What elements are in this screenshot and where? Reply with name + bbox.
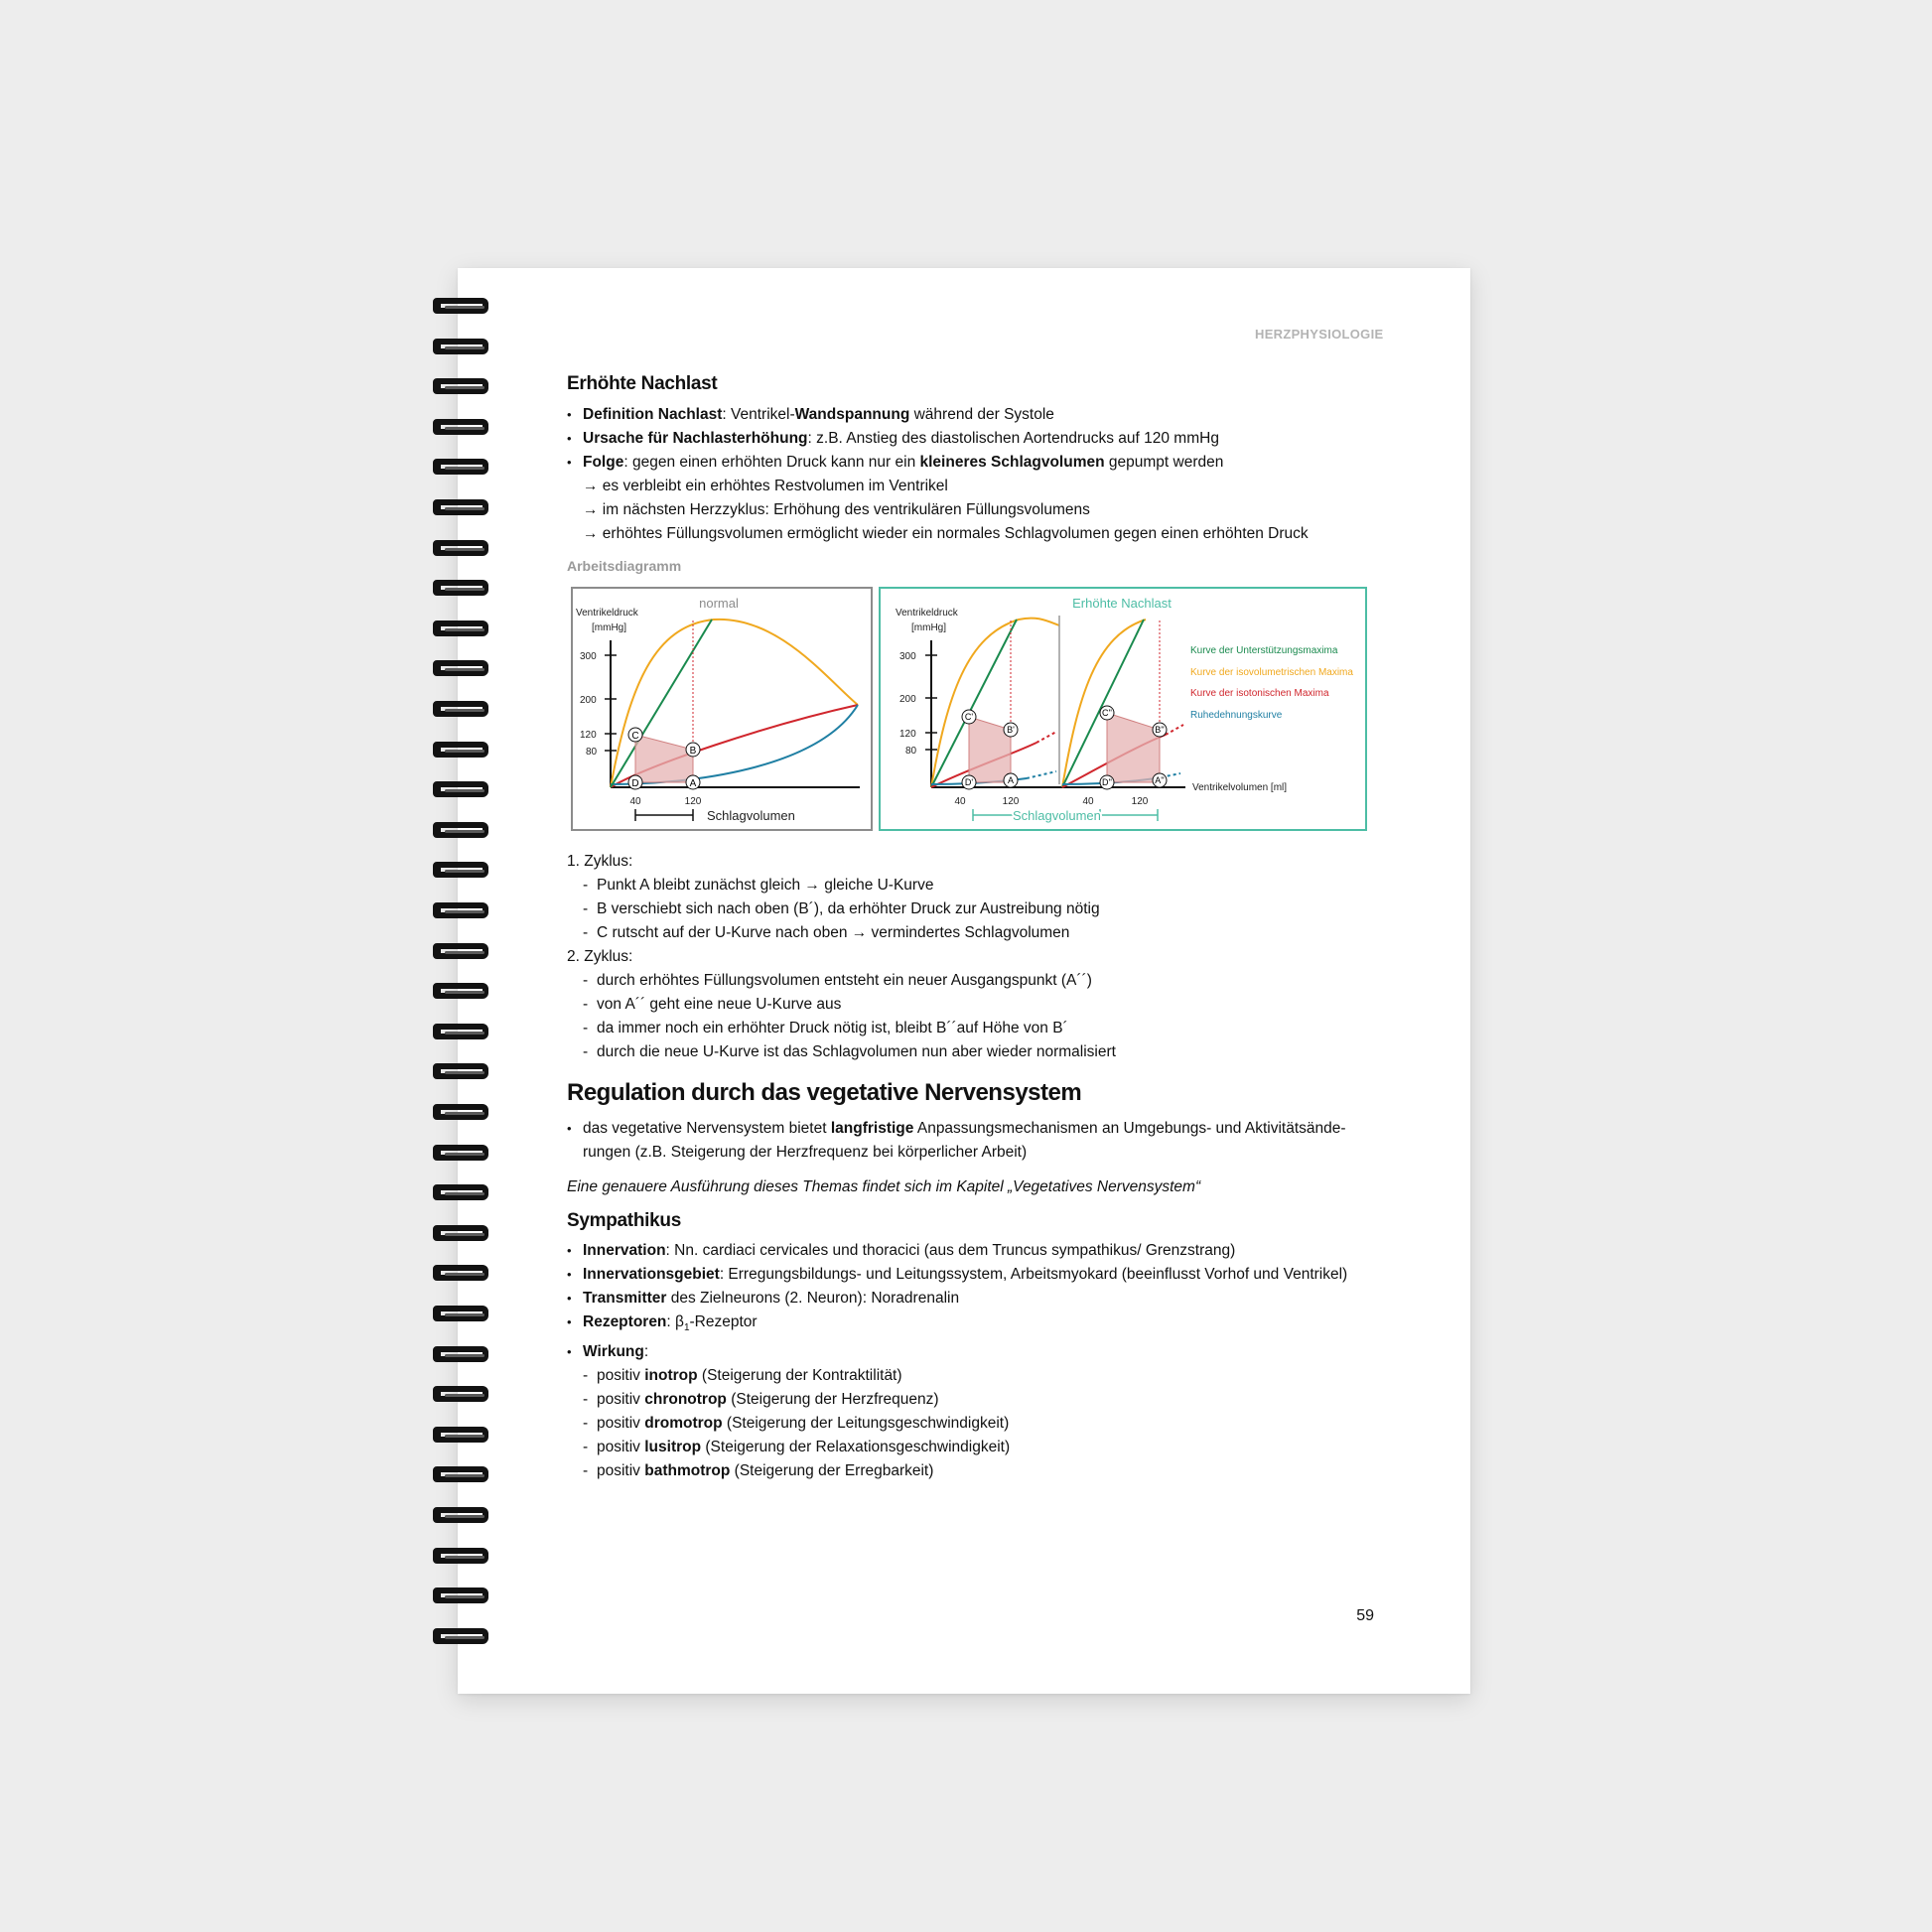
list-item: • Transmitter des Zielneurons (2. Neuron): Noradrenalin [567, 1287, 1391, 1311]
list-item-continuation: rungen (z.B. Steigerung der Herzfrequenz bei körperlicher Arbeit) [583, 1144, 1028, 1161]
binding-ring [433, 378, 488, 394]
binding-ring [433, 902, 488, 918]
legend-item: Ruhedehnungskurve [1190, 710, 1283, 721]
binding-ring [433, 660, 488, 676]
legend-item: Kurve der isovolumetrischen Maxima [1190, 667, 1353, 678]
y-axis-label: Ventrikeldruck [896, 608, 958, 619]
y-tick-label: 120 [580, 730, 597, 741]
spiral-binding [429, 298, 498, 1668]
sympathikus-list [567, 1239, 1391, 1483]
x-tick-label: 40 [629, 796, 641, 807]
binding-ring [433, 621, 488, 636]
binding-ring [433, 1145, 488, 1161]
point-label: D' [964, 777, 974, 787]
binding-ring [433, 943, 488, 959]
binding-ring [433, 1587, 488, 1603]
binding-ring [433, 459, 488, 475]
section-title: Erhöhte Nachlast [567, 373, 718, 394]
binding-ring [433, 419, 488, 435]
x-tick-label: 40 [954, 796, 966, 807]
y-tick-label: 300 [899, 651, 916, 662]
effect-item: - positiv bathmotrop (Steigerung der Erregbarkeit) [583, 1462, 934, 1480]
binding-ring [433, 1104, 488, 1120]
section-vegetative [567, 1079, 1081, 1107]
list-item: - da immer noch ein erhöhter Druck nötig ist, bleibt B´´auf Höhe von B´ [583, 1020, 1068, 1036]
binding-ring [433, 298, 488, 314]
increased-afterload-panel-frame [880, 588, 1366, 830]
binding-ring [433, 499, 488, 515]
binding-ring [433, 540, 488, 556]
binding-ring [433, 1548, 488, 1564]
list-item: • das vegetative Nervensystem bietet langfristige Anpassungsmechanismen an Umgebungs- und Aktivitätsände- [567, 1117, 1381, 1141]
section-sympathikus [567, 1210, 681, 1232]
binding-ring [433, 1265, 488, 1281]
binding-ring [433, 862, 488, 878]
list-item: • Innervationsgebiet: Erregungsbildungs- und Leitungssystem, Arbeitsmyokard (beeinflusst Vorhof und Ventrikel) [567, 1263, 1391, 1287]
cycles-list [567, 850, 1381, 1064]
x-axis-label: Schlagvolumen [1013, 808, 1101, 823]
cycle-title: 1. Zyklus: [567, 853, 633, 870]
binding-ring [433, 1346, 488, 1362]
list-item: - von A´´ geht eine neue U-Kurve aus [583, 996, 842, 1013]
point-label: C'' [1102, 708, 1112, 718]
volume-axis-label: Ventrikelvolumen [ml] [1192, 782, 1288, 793]
list-item: • Ursache für Nachlasterhöhung: z.B. Anstieg des diastolischen Aortendrucks auf 120 mmHg [567, 427, 1381, 451]
point-label: A [1007, 775, 1015, 785]
list-item: • Innervation: Nn. cardiaci cervicales und thoracici (aus dem Truncus sympathikus/ Grenzstrang) [567, 1239, 1391, 1263]
binding-ring [433, 1507, 488, 1523]
effect-item: - positiv lusitrop (Steigerung der Relaxationsgeschwindigkeit) [583, 1439, 1011, 1456]
list-item: - Punkt A bleibt zunächst gleich → gleiche U-Kurve [583, 877, 934, 894]
list-item: • Definition Nachlast: Ventrikel-Wandspannung während der Systole [567, 403, 1381, 427]
point-label: C [631, 731, 639, 742]
binding-ring [433, 580, 488, 596]
page-number: 59 [1356, 1607, 1374, 1624]
binding-ring [433, 1427, 488, 1443]
binding-ring [433, 1466, 488, 1482]
x-tick-label: 120 [1131, 796, 1149, 807]
y-tick-label: 300 [580, 651, 597, 662]
binding-ring [433, 781, 488, 797]
binding-ring [433, 701, 488, 717]
point-label: A'' [1155, 775, 1165, 785]
binding-ring [433, 983, 488, 999]
list-item: • Wirkung: [567, 1340, 1391, 1364]
point-label: B'' [1155, 725, 1165, 735]
binding-ring [433, 1184, 488, 1200]
y-tick-label: 200 [899, 694, 916, 705]
x-axis-label: Schlagvolumen [707, 808, 795, 823]
binding-ring [433, 1386, 488, 1402]
binding-ring [433, 1306, 488, 1321]
binding-ring [433, 822, 488, 838]
binding-ring [433, 1628, 488, 1644]
list-item: - C rutscht auf der U-Kurve nach oben → vermindertes Schlagvolumen [583, 924, 1070, 941]
nachlast-list [567, 403, 1381, 546]
figure-caption: Arbeitsdiagramm [567, 558, 682, 574]
x-tick-label: 120 [1002, 796, 1020, 807]
binding-ring [433, 1063, 488, 1079]
y-tick-label: 80 [586, 747, 598, 758]
effect-item: - positiv inotrop (Steigerung der Kontraktilität) [583, 1367, 902, 1385]
section-erhoehte-nachlast [567, 373, 717, 395]
y-tick-label: 200 [580, 695, 597, 706]
y-axis-unit: [mmHg] [592, 622, 626, 633]
point-label: B' [1007, 725, 1015, 735]
increased-afterload-title: Erhöhte Nachlast [1072, 596, 1172, 611]
legend-item: Kurve der Unterstützungsmaxima [1190, 645, 1338, 656]
effect-item: - positiv dromotrop (Steigerung der Leitungsgeschwindigkeit) [583, 1415, 1010, 1433]
binding-ring [433, 1225, 488, 1241]
normal-panel-title: normal [699, 596, 739, 611]
point-label: B [689, 746, 697, 757]
y-axis-label: Ventrikeldruck [576, 608, 638, 619]
cross-reference-note: Eine genauere Ausführung dieses Themas findet sich im Kapitel „Vegetatives Nervensystem“ [567, 1178, 1201, 1195]
pv-loop-diagram [570, 586, 1369, 834]
point-label: A [689, 778, 697, 789]
y-axis-unit: [mmHg] [911, 622, 946, 633]
binding-ring [433, 339, 488, 354]
legend-item: Kurve der isotonischen Maxima [1190, 688, 1329, 699]
y-tick-label: 80 [905, 746, 917, 757]
cycle-title: 2. Zyklus: [567, 948, 633, 965]
binding-ring [433, 1024, 488, 1039]
list-item: • Folge: gegen einen erhöhten Druck kann nur ein kleineres Schlagvolumen gepumpt werden [567, 451, 1381, 475]
running-head: HERZPHYSIOLOGIE [1255, 327, 1384, 342]
section-title: Regulation durch das vegetative Nervensystem [567, 1079, 1082, 1106]
consequence-line: → erhöhtes Füllungsvolumen ermöglicht wieder ein normales Schlagvolumen gegen einen erhöhten Druck [583, 525, 1309, 542]
consequence-line: → im nächsten Herzzyklus: Erhöhung des ventrikulären Füllungsvolumens [583, 501, 1090, 518]
effect-item: - positiv chronotrop (Steigerung der Herzfrequenz) [583, 1391, 939, 1409]
point-label: C' [964, 712, 974, 722]
list-item: - durch erhöhtes Füllungsvolumen entsteht ein neuer Ausgangspunkt (A´´) [583, 972, 1092, 989]
arbeitsdiagramm-figure [570, 586, 1369, 839]
point-label: D'' [1102, 777, 1112, 787]
list-item: - B verschiebt sich nach oben (B´), da erhöhter Druck zur Austreibung nötig [583, 900, 1100, 917]
list-item: - durch die neue U-Kurve ist das Schlagvolumen nun aber wieder normalisiert [583, 1043, 1116, 1060]
vegetative-list [567, 1117, 1381, 1165]
y-tick-label: 120 [899, 729, 916, 740]
x-tick-label: 40 [1082, 796, 1094, 807]
x-tick-label: 120 [684, 796, 702, 807]
consequence-line: → es verbleibt ein erhöhtes Restvolumen im Ventrikel [583, 478, 948, 494]
binding-ring [433, 742, 488, 758]
list-item: • Rezeptoren: $\beta_1$-Rezeptor [567, 1311, 1391, 1340]
point-label: D [631, 778, 639, 789]
section-title: Sympathikus [567, 1210, 681, 1231]
